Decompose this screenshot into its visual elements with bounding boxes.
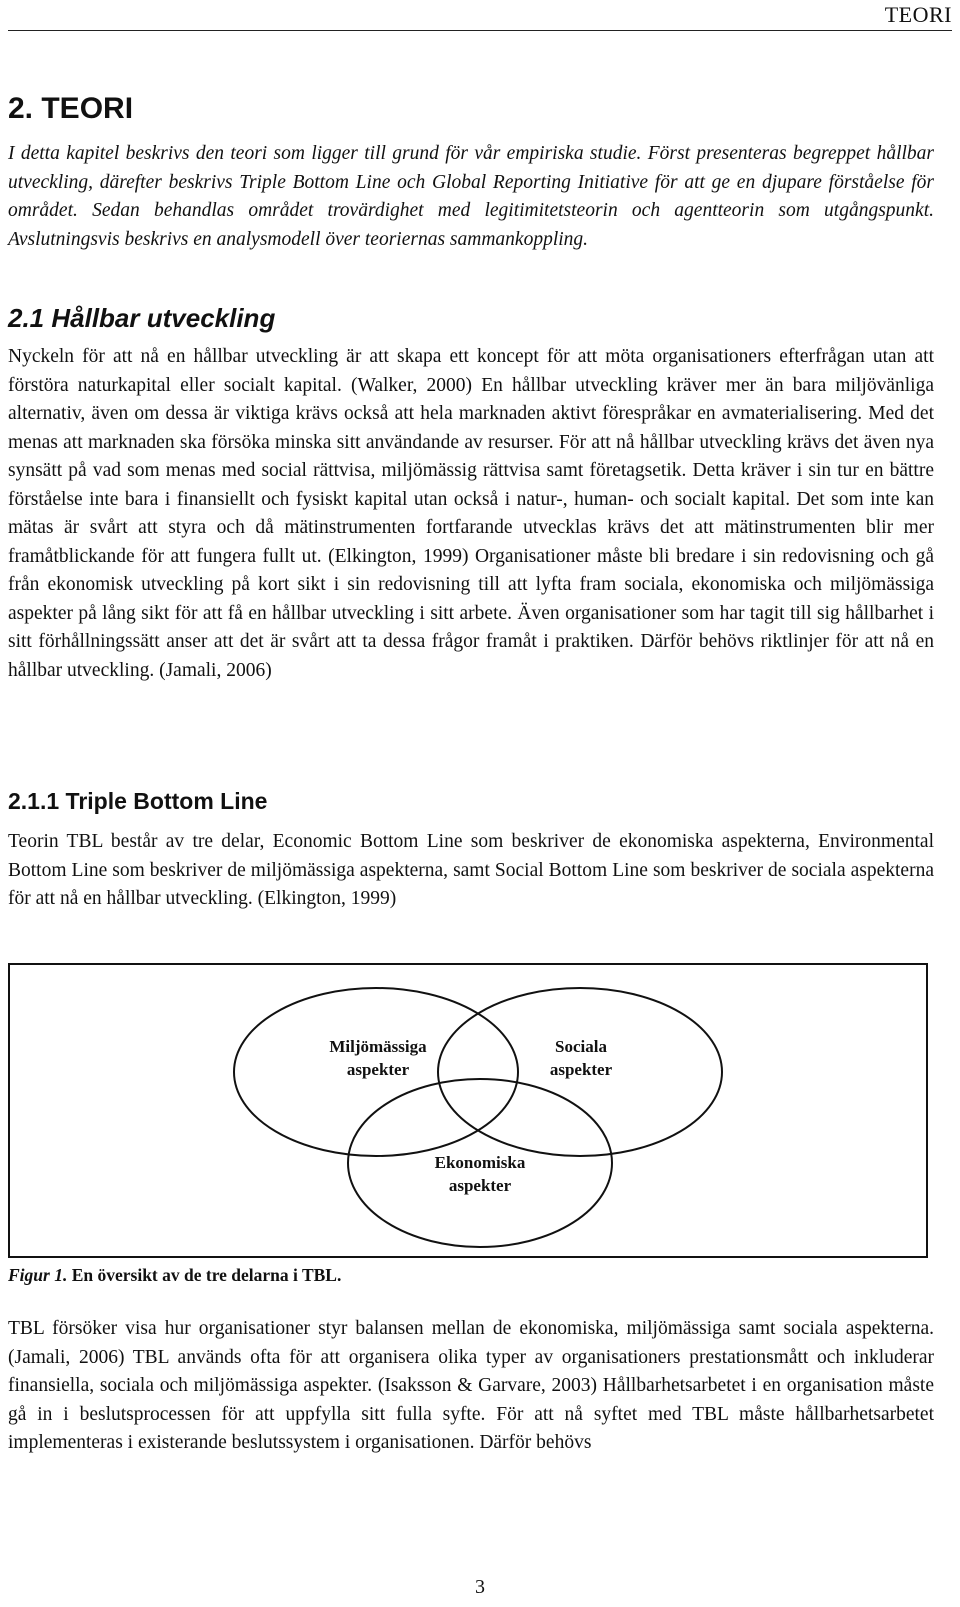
running-header: TEORI [884,2,952,27]
header-rule [8,30,952,31]
section-title-triple-bottom-line: 2.1.1 Triple Bottom Line [8,788,268,814]
section-body-triple-bottom-line: Teorin TBL består av tre delar, Economic Bottom Line som beskriver de ekonomiska aspekterna, Environmental Bottom Line som beskriver de miljömässiga aspekterna, samt Social Bottom Line som beskriver de sociala aspekterna för att nå en hållbar utveckling. (Elkington, 1999) [8,831,934,909]
page-number: 3 [475,1576,485,1598]
section-body-hallbar-utveckling: Nyckeln för att nå en hållbar utveckling är att skapa ett koncept för att möta organisationers efterfrågan utan att förstöra naturkapital eller socialt kapital. (Walker, 2000) En hållbar utveckling kräver mer än bara miljövänliga alternativ, även om dessa är viktiga krävs också att hela marknaden aktivt förespråkar en avmaterialisering. Med det menas att marknaden ska försöka minska sitt användande av resurser. För att nå hållbar utveckling krävs det även nya synsätt på vad som menas med social rättvisa, miljömässig rättvisa samt företagsetik. Detta kräver i sin tur en bättre förståelse inte bara i finansiellt och fysiskt kapital utan också i natur-, human- och socialt kapital. Det som inte kan mätas är svårt att styra och då mätinstrumenten fortfarande utvecklas krävs det att mätinstrumenten blir mer framåtblickande för att fungera fullt ut. (Elkington, 1999) Organisationer måste bli bredare i sin redovisning och gå från ekonomisk utveckling på kort sikt i sin redovisning till att lyfta fram sociala, ekonomiska och miljömässiga aspekter på lång sikt för att få en hållbar utveckling i sitt arbete. Även organisationer som har tagit till sig hållbarhet i sitt förhållningssätt anser att det är svårt att ta dessa frågor framåt i praktiken. Därför behövs riktlinjer för att nå en hållbar utveckling. (Jamali, 2006) [8,346,934,681]
venn-diagram [10,965,930,1260]
venn-label-economic: Ekonomiska aspekter [434,1153,526,1195]
chapter-intro: I detta kapitel beskrivs den teori som ligger till grund för vår empiriska studie. Först presenteras begreppet hållbar utveckling, därefter beskrivs Triple Bottom Line och Global Reporting Initiative för att ge en djupare förståelse för området. Sedan behandlas området trovärdighet med legitimitetsteorin och agentteorin som utgångspunkt. Avslutningsvis beskrivs en analysmodell över teoriernas sammankoppling. [8,143,934,250]
figure-caption-label: Figur 1. [8,1265,68,1285]
tbl-venn-figure [8,963,928,1258]
venn-label-environmental: Miljömässiga aspekter [329,1037,427,1079]
section-title-hallbar-utveckling: 2.1 Hållbar utveckling [8,303,276,333]
chapter-title: 2. TEORI [8,92,134,125]
figure-caption [8,1265,341,1286]
figure-caption-text: En översikt av de tre delarna i TBL. [71,1265,342,1285]
venn-label-social: Sociala aspekter [549,1037,613,1079]
closing-paragraph: TBL försöker visa hur organisationer styr balansen mellan de ekonomiska, miljömässiga samt sociala aspekterna. (Jamali, 2006) TBL används ofta för att organisera olika typer av organisationers prestationsmått och inkluderar finansiella, sociala och miljömässiga aspekter. (Isaksson & Garvare, 2003) Hållbarhetsarbetet i en organisation måste gå in i beslutsprocessen för att uppfylla sitt fulla syfte. För att nå syftet med TBL måste hållbarhetsarbetet implementeras i existerande beslutssystem i organisationen. Därför behövs [8,1318,934,1453]
